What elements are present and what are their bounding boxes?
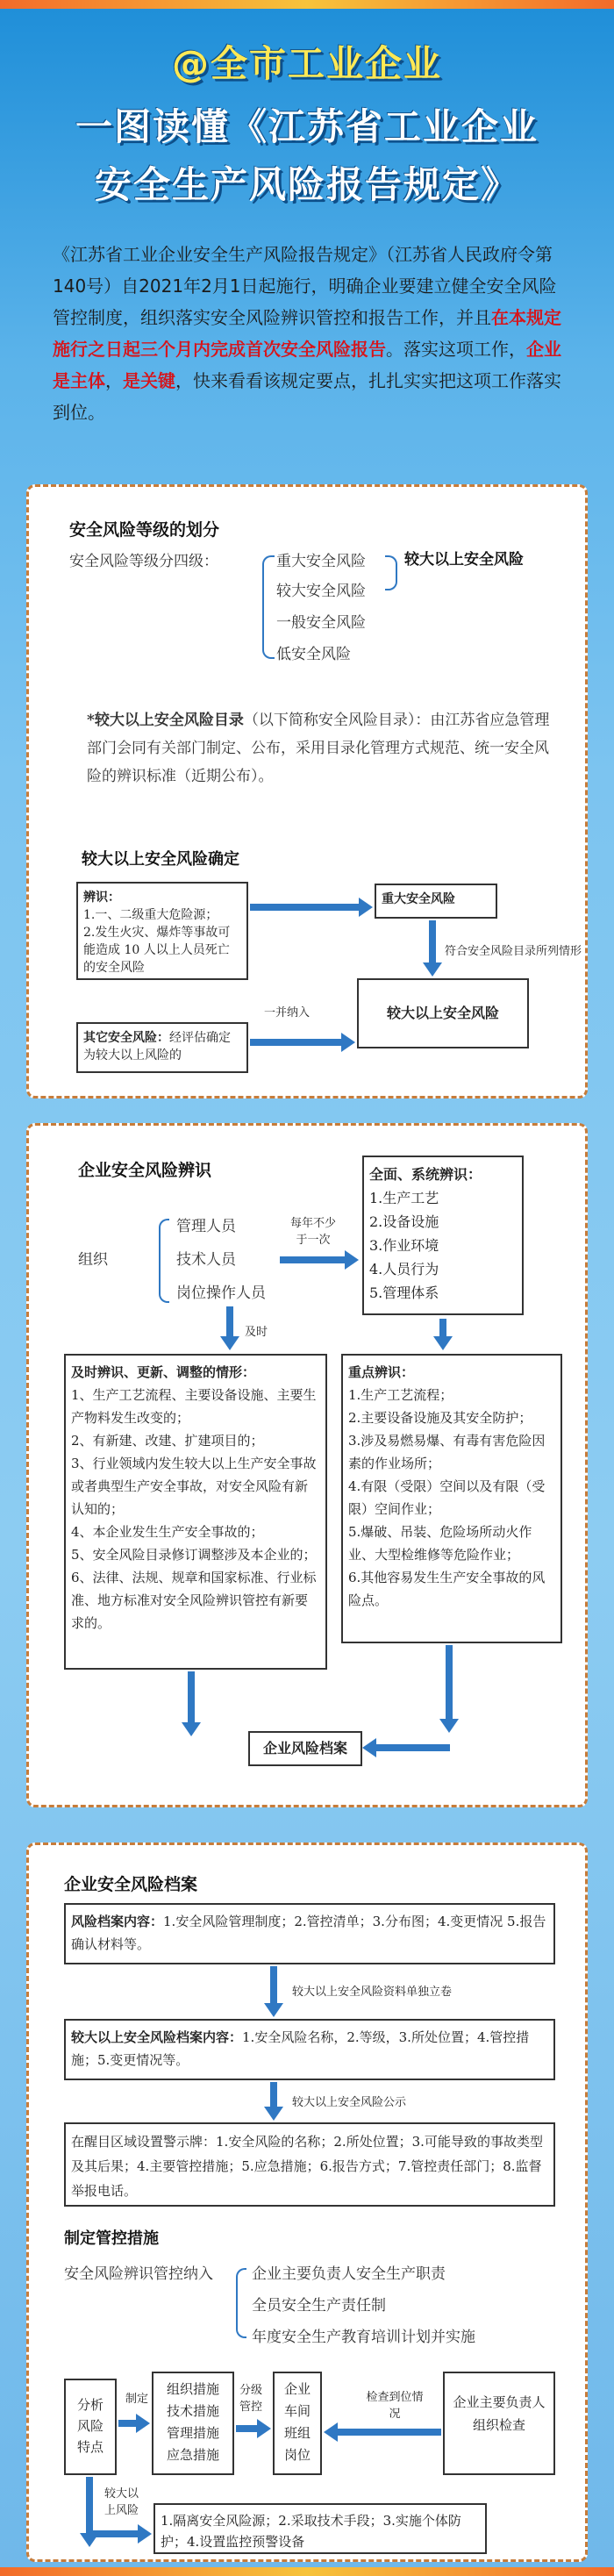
group-label: 较大以上安全风险 [404, 551, 524, 569]
person-tech: 技术人员 [176, 1251, 236, 1269]
intro-text-1: 《江苏省工业企业安全生产风险报告规定》（江苏省人民政府令第140号）自2021年2月1日起施行，明确企业要建立健全安全风险管控制度，组织落实安全风险辨识管控和报告工作，并且 [53, 244, 557, 328]
box-content-rest: 1.安全风险管理制度；2.管控清单；3.分布图；4.变更情况 5.报告确认材料等。 [71, 1914, 546, 1952]
intro-highlight-2: 企业是主体 [53, 339, 561, 391]
arrow-to-full [280, 1252, 359, 1268]
panel-archive [26, 1843, 588, 2562]
arrow-grade [236, 2421, 271, 2436]
person-manager: 管理人员 [176, 1218, 236, 1235]
box-archive: 企业风险档案 [248, 1731, 362, 1766]
box-full-item-4: 4.人员行为 [369, 1261, 439, 1277]
label-grade: 分级管控 [239, 2380, 271, 2414]
box-key-item-6: 6.其他容易发生生产安全事故的风险点。 [348, 1570, 546, 1608]
box-full-item-3: 3.作业环境 [369, 1237, 439, 1254]
arrow-major-down-2 [266, 2082, 282, 2121]
box-timely-item-6: 6、法律、法规、规章和国家标准、行业标准、地方标准对安全风险辨识管控有新要求的。 [71, 1570, 317, 1631]
flow-level-4: 岗位 [283, 2447, 311, 2463]
box-notice: 在醒目区域设置警示牌：1.安全风险的名称；2.所处位置；3.可能导致的事故类型及其后果；4.主要管控措施；5.应急措施；6.报告方式；7.管控责任部门；8.监督举报电话。 [64, 2122, 555, 2207]
box-major-archive [64, 2019, 555, 2080]
flow-measure-3: 管理措施 [166, 2425, 219, 2441]
flow-level-1: 企业 [283, 2381, 311, 2397]
box-key-item-1: 1.生产工艺流程； [348, 1387, 453, 1403]
flow-measure-4: 应急措施 [166, 2447, 219, 2463]
box-other-rest: 经评估确定为较大以上风险的 [83, 1031, 231, 1063]
box-full-item-1: 1.生产工艺 [369, 1190, 439, 1206]
box-other-bold: 其它安全风险： [83, 1031, 169, 1045]
arrow-check [324, 2424, 441, 2440]
box-key-title: 重点辨识： [348, 1364, 415, 1380]
level-large: 较大安全风险 [276, 583, 366, 600]
box-identify-line-1: 1.一、二级重大危险源； [83, 908, 218, 922]
box-timely [64, 1354, 327, 1670]
label-bigger: 较大以上风险 [104, 2484, 148, 2517]
flow-level-3: 班组 [283, 2425, 311, 2441]
box-key [341, 1354, 562, 1643]
levels-brace [262, 555, 275, 659]
box-identify [76, 882, 248, 980]
person-operator: 岗位操作人员 [176, 1284, 266, 1302]
arrow-key [435, 1319, 451, 1350]
box-key-item-5: 5.爆破、吊装、危险场所动火作业、大型检维修等危险作业； [348, 1524, 532, 1563]
flow-level-2: 车间 [283, 2403, 311, 2419]
arrow-bottom [87, 2526, 152, 2542]
confirm-title: 较大以上安全风险确定 [82, 850, 239, 869]
measures-title: 制定管控措施 [64, 2229, 159, 2248]
arrow-content-down [266, 1966, 282, 2017]
label-formulate: 制定 [125, 2389, 148, 2406]
arrow-to-result [250, 1034, 355, 1050]
box-timely-item-2: 2、有新建、改建、扩建项目的； [71, 1433, 264, 1449]
flow-analyze: 分析风险特点 [64, 2379, 117, 2475]
box-full-item-2: 2.设备设施 [369, 1213, 439, 1230]
box-result: 较大以上安全风险 [357, 978, 529, 1048]
people-brace [159, 1219, 169, 1303]
box-key-item-2: 2.主要设备设施及其安全防护； [348, 1410, 532, 1426]
flow-measures [152, 2372, 234, 2475]
box-major: 重大安全风险 [375, 884, 497, 919]
box-timely-item-1: 1、生产工艺流程、主要设备设施、主要生产物料发生改变的； [71, 1387, 317, 1426]
level-general: 一般安全风险 [276, 614, 366, 632]
label-yearly: 每年不少于一次 [287, 1213, 339, 1247]
box-timely-item-4: 4、本企业发生生产安全事故的； [71, 1524, 264, 1540]
label-notice: 较大以上安全风险公示 [292, 2093, 406, 2109]
intro-text-2: 。落实这项工作， [386, 339, 526, 360]
label-match: 符合安全风险目录所列情形 [445, 941, 582, 958]
org-label: 组织 [78, 1251, 108, 1269]
measures-item-2: 全员安全生产责任制 [252, 2297, 386, 2315]
label-separate: 较大以上安全风险资料单独立卷 [292, 1982, 452, 1999]
flow-measure-1: 组织措施 [166, 2381, 219, 2397]
intro-paragraph [53, 239, 570, 428]
label-timely: 及时 [245, 1322, 268, 1339]
level-major: 重大安全风险 [276, 553, 366, 570]
title-line-2: 一图读懂《江苏省工业企业 [75, 105, 539, 148]
intro-highlight-3: 是关键 [123, 370, 175, 391]
flow-bottom: 1.隔离安全风险源；2.采取技术手段；3.实施个体防护；4.设置监控预警设备 [154, 2503, 487, 2554]
definition-bold: *较大以上安全风险目录 [87, 712, 244, 729]
group-brace [385, 555, 397, 590]
definition [87, 706, 560, 791]
measures-label: 安全风险辨识管控纳入 [64, 2265, 213, 2283]
panel-risk-levels [26, 484, 588, 1098]
panel-identification [26, 1123, 588, 1807]
top-stripe [0, 0, 614, 9]
box-full [362, 1156, 524, 1315]
box-key-item-3: 3.涉及易燃易爆、有毒有害危险因素的作业场所； [348, 1433, 546, 1471]
box-other [76, 1022, 248, 1073]
intro-text-4: ，快来看看该规定要点，扎扎实实把这项工作落实到位。 [53, 370, 561, 423]
box-timely-item-3: 3、行业领域内发生较大以上生产安全事故或者典型生产安全事故，对安全风险有新认知的； [71, 1456, 317, 1517]
arrow-timely [222, 1306, 238, 1350]
box-timely-item-5: 5、安全风险目录修订调整涉及本企业的； [71, 1547, 317, 1563]
flow-levels [273, 2372, 322, 2475]
box-major-rest: 1.安全风险名称，2.等级，3.所处位置；4.管控措施；5.变更情况等。 [71, 2029, 530, 2068]
section1-title: 安全风险等级的划分 [69, 520, 220, 540]
box-major-bold: 较大以上安全风险档案内容： [71, 2029, 243, 2045]
arrow-formulate [118, 2415, 150, 2431]
title-line-3: 安全生产风险报告规定》 [94, 163, 519, 206]
intro-text-3: ， [105, 370, 123, 391]
intro-highlight-1: 在本规定施行之日起三个月内完成首次安全风险报告 [53, 307, 561, 360]
box-identify-title: 辨识： [83, 891, 120, 905]
title-line-1: @全市工业企业 [171, 42, 442, 85]
box-identify-line-2: 2.发生火灾、爆炸等事故可能造成 10 人以上人员死亡的安全风险 [83, 926, 231, 975]
section3-title: 企业安全风险档案 [64, 1875, 198, 1894]
arrow-right-down [441, 1645, 457, 1733]
section2-title: 企业安全风险辨识 [78, 1161, 212, 1180]
box-timely-title: 及时辨识、更新、调整的情形： [71, 1364, 256, 1380]
measures-brace [236, 2268, 246, 2338]
bottom-stripe [0, 2567, 614, 2576]
box-content-bold: 风险档案内容： [71, 1914, 164, 1929]
label-check: 检查到位情况 [364, 2387, 425, 2421]
definition-rest: （以下简称安全风险目录）：由江苏省应急管理部门会同有关部门制定、公布，采用目录化管理方式规范、统一安全风险的辨识标准（近期公布）。 [87, 712, 550, 785]
box-full-item-5: 5.管理体系 [369, 1284, 439, 1301]
arrow-major-down [425, 920, 440, 977]
box-key-item-4: 4.有限（受限）空间以及有限（受限）空间作业； [348, 1478, 546, 1517]
level-low: 低安全风险 [276, 646, 351, 663]
label-include: 一并纳入 [264, 1003, 310, 1020]
flow-measure-2: 技术措施 [166, 2403, 219, 2419]
box-full-title: 全面、系统辨识： [369, 1166, 482, 1183]
arrow-right-archive [362, 1740, 450, 1756]
flow-head: 企业主要负责人组织检查 [443, 2372, 555, 2475]
box-content [64, 1903, 555, 1964]
measures-item-1: 企业主要负责人安全生产职责 [252, 2265, 446, 2283]
measures-item-3: 年度安全生产教育培训计划并实施 [252, 2329, 475, 2346]
arrow-left-archive [183, 1671, 199, 1736]
arrow-to-major [250, 899, 373, 915]
levels-label: 安全风险等级分四级： [69, 553, 218, 570]
